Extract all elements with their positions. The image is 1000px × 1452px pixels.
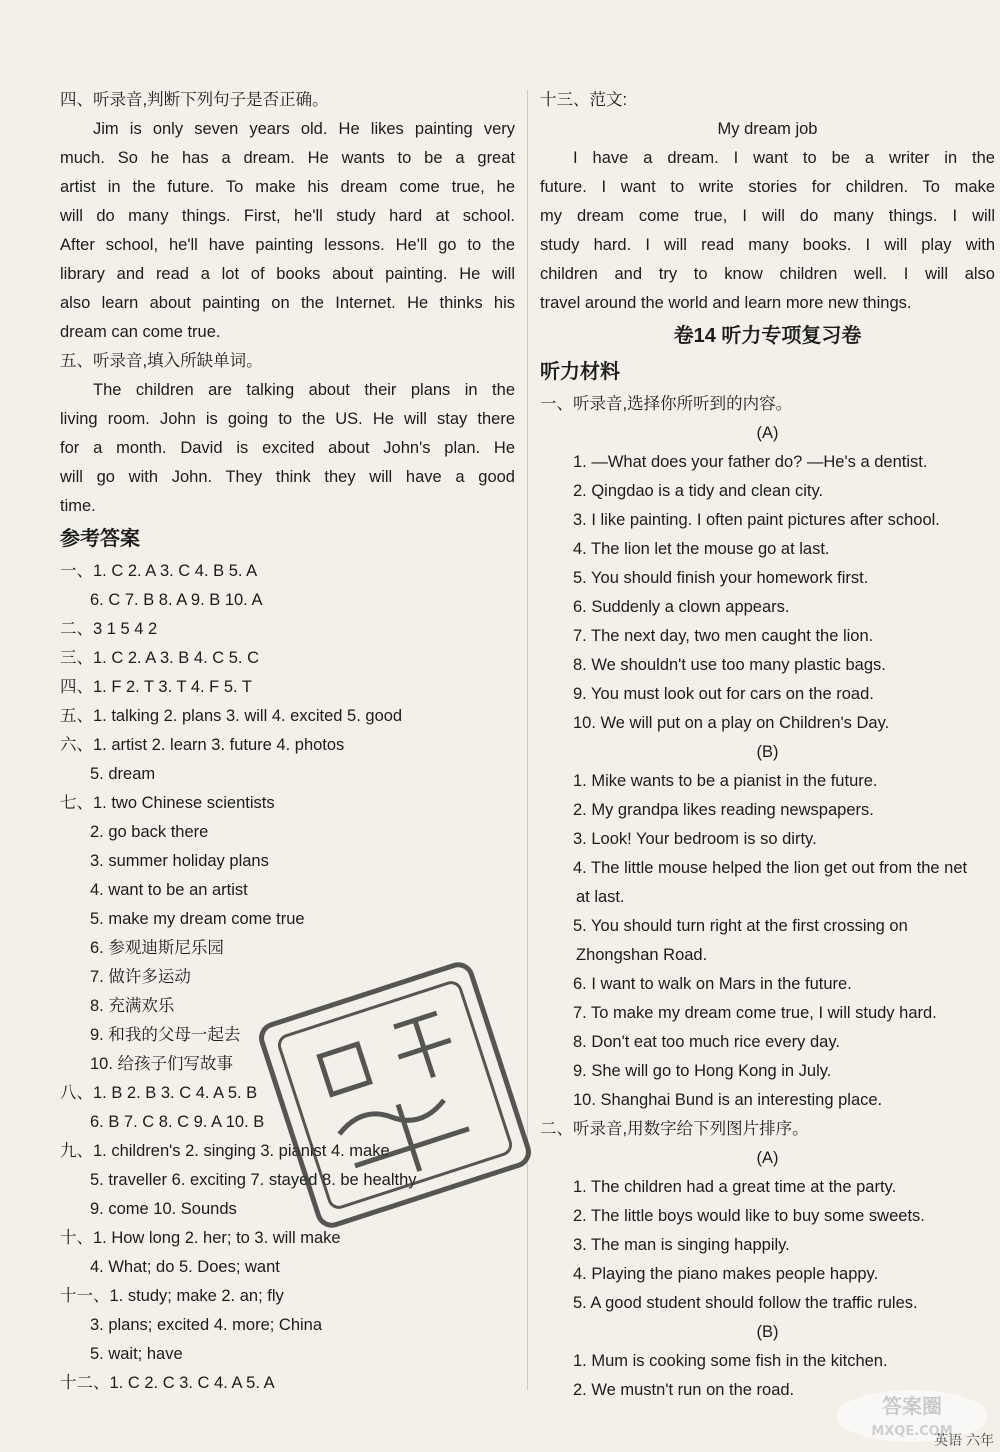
passage-line: living room. John is going to the US. He will stay there xyxy=(60,410,515,428)
answer-line: 4. What; do 5. Does; want xyxy=(90,1258,280,1276)
list-item: 4. The lion let the mouse go at last. xyxy=(573,540,830,558)
list-item: 10. Shanghai Bund is an interesting place. xyxy=(573,1091,883,1109)
list-item: 3. Look! Your bedroom is so dirty. xyxy=(573,830,817,848)
question-2-part-a-label: (A) xyxy=(756,1149,779,1167)
passage-line: will go with John. They think they will have a good xyxy=(60,468,515,486)
passage-line: dream can come true. xyxy=(60,323,221,341)
essay-title: My dream job xyxy=(717,120,818,138)
answer-line: 3. summer holiday plans xyxy=(90,852,269,870)
list-item: 7. To make my dream come true, I will study hard. xyxy=(573,1004,937,1022)
list-item: 2. Qingdao is a tidy and clean city. xyxy=(573,482,824,500)
list-item: 10. We will put on a play on Children's Day. xyxy=(573,714,890,732)
answer-line: 二、3 1 5 4 2 xyxy=(60,620,158,638)
answer-line: 5. make my dream come true xyxy=(90,910,305,928)
essay-line: study hard. I will read many books. I will play with xyxy=(540,236,995,254)
answer-line: 9. come 10. Sounds xyxy=(90,1200,237,1218)
answer-line: 四、1. F 2. T 3. T 4. F 5. T xyxy=(60,678,252,696)
answer-line: 6. B 7. C 8. C 9. A 10. B xyxy=(90,1113,265,1131)
list-item: 8. Don't eat too much rice every day. xyxy=(573,1033,840,1051)
answer-line: 八、1. B 2. B 3. C 4. A 5. B xyxy=(60,1084,258,1102)
list-item: 2. We mustn't run on the road. xyxy=(573,1381,795,1399)
list-item: 2. My grandpa likes reading newspapers. xyxy=(573,801,874,819)
svg-text:MXQE.COM: MXQE.COM xyxy=(871,1424,953,1439)
answer-line: 3. plans; excited 4. more; China xyxy=(90,1316,323,1334)
answer-line: 5. wait; have xyxy=(90,1345,183,1363)
paper-title: 卷14 听力专项复习卷 xyxy=(673,325,862,347)
answer-line: 2. go back there xyxy=(90,823,209,841)
answer-line: 五、1. talking 2. plans 3. will 4. excited 5. good xyxy=(60,707,403,725)
answer-line: 8. 充满欢乐 xyxy=(90,997,175,1015)
list-item: 9. She will go to Hong Kong in July. xyxy=(573,1062,832,1080)
list-item: 1. Mum is cooking some fish in the kitchen. xyxy=(573,1352,888,1370)
passage-line: library and read a lot of books about painting. He will xyxy=(60,265,515,283)
answers-heading: 参考答案 xyxy=(60,528,140,550)
passage-line: for a month. David is excited about John's plan. He xyxy=(60,439,515,457)
answer-line: 5. dream xyxy=(90,765,156,783)
materials-heading: 听力材料 xyxy=(540,361,620,383)
question-2-part-b-label: (B) xyxy=(756,1323,779,1341)
list-item: 6. I want to walk on Mars in the future. xyxy=(573,975,852,993)
answer-line: 六、1. artist 2. learn 3. future 4. photos xyxy=(60,736,345,754)
answer-line: 九、1. children's 2. singing 3. pianist 4. make xyxy=(60,1142,390,1160)
question-1-part-b-label: (B) xyxy=(756,743,779,761)
section-13-title: 十三、范文: xyxy=(540,91,628,109)
list-item: 1. Mike wants to be a pianist in the future. xyxy=(573,772,878,790)
answer-line: 6. C 7. B 8. A 9. B 10. A xyxy=(90,591,263,609)
list-item: 3. I like painting. I often paint pictures after school. xyxy=(573,511,940,529)
passage-line: Jim is only seven years old. He likes painting very xyxy=(93,120,515,138)
answer-line: 6. 参观迪斯尼乐园 xyxy=(90,939,224,957)
list-item: 3. The man is singing happily. xyxy=(573,1236,790,1254)
answer-line: 十一、1. study; make 2. an; fly xyxy=(60,1287,284,1305)
question-2-title: 二、听录音,用数字给下列图片排序。 xyxy=(540,1120,809,1138)
passage-line: will do many things. First, he'll study hard at school. xyxy=(60,207,515,225)
list-item: 5. A good student should follow the traffic rules. xyxy=(573,1294,918,1312)
question-1-part-b-list xyxy=(540,767,995,1115)
essay-line: future. I want to write stories for children. To make xyxy=(540,178,995,196)
answer-line: 4. want to be an artist xyxy=(90,881,248,899)
passage-line: much. So he has a dream. He wants to be a great xyxy=(60,149,515,167)
list-item: 4. Playing the piano makes people happy. xyxy=(573,1265,879,1283)
essay-body xyxy=(540,144,995,318)
list-item: 1. —What does your father do? —He's a dentist. xyxy=(573,453,928,471)
right-column xyxy=(540,86,995,1405)
svg-text:答案圈: 答案圈 xyxy=(882,1394,942,1418)
essay-line: travel around the world and learn more new things. xyxy=(540,294,912,312)
question-1-title: 一、听录音,选择你所听到的内容。 xyxy=(540,395,793,413)
answer-line: 5. traveller 6. exciting 7. stayed 8. be healthy xyxy=(90,1171,417,1189)
answer-line: 七、1. two Chinese scientists xyxy=(60,794,275,812)
section-4-passage xyxy=(60,115,515,347)
page-footer: 英语 六年 xyxy=(934,1432,994,1448)
list-item: 8. We shouldn't use too many plastic bags. xyxy=(573,656,886,674)
list-item: 4. The little mouse helped the lion get out from the net xyxy=(573,859,968,877)
answer-line: 十、1. How long 2. her; to 3. will make xyxy=(60,1229,341,1247)
answer-line: 7. 做许多运动 xyxy=(90,968,191,986)
passage-line: time. xyxy=(60,497,96,515)
question-2-part-a-list xyxy=(540,1173,995,1318)
list-item: 5. You should finish your homework first. xyxy=(573,569,869,587)
stamp-seal xyxy=(245,945,545,1245)
passage-line: also learn about painting on the Internet. He thinks his xyxy=(60,294,515,312)
question-1-part-a-label: (A) xyxy=(756,424,779,442)
list-item: 7. The next day, two men caught the lion. xyxy=(573,627,874,645)
passage-line: The children are talking about their plans in the xyxy=(93,381,515,399)
list-item: 2. The little boys would like to buy some sweets. xyxy=(573,1207,925,1225)
list-item: 9. You must look out for cars on the road. xyxy=(573,685,874,703)
list-item: at last. xyxy=(576,888,625,906)
list-item: Zhongshan Road. xyxy=(576,946,708,964)
list-item: 1. The children had a great time at the party. xyxy=(573,1178,897,1196)
passage-line: After school, he'll have painting lessons. He'll go to the xyxy=(60,236,515,254)
list-item: 5. You should turn right at the first crossing on xyxy=(573,917,908,935)
section-5-passage xyxy=(60,376,515,521)
essay-line: children and try to know children well. I will also xyxy=(540,265,995,283)
answer-line: 一、1. C 2. A 3. C 4. B 5. A xyxy=(60,562,258,580)
list-item: 6. Suddenly a clown appears. xyxy=(573,598,790,616)
answer-line: 三、1. C 2. A 3. B 4. C 5. C xyxy=(60,649,259,667)
question-1-part-a-list xyxy=(540,448,995,738)
answer-line: 十二、1. C 2. C 3. C 4. A 5. A xyxy=(60,1374,275,1392)
section-4-title: 四、听录音,判断下列句子是否正确。 xyxy=(60,91,329,109)
essay-line: I have a dream. I want to be a writer in the xyxy=(573,149,995,167)
answer-line: 10. 给孩子们写故事 xyxy=(90,1055,234,1073)
passage-line: artist in the future. To make his dream come true, he xyxy=(60,178,515,196)
section-5-title: 五、听录音,填入所缺单词。 xyxy=(60,352,263,370)
answer-line: 9. 和我的父母一起去 xyxy=(90,1026,241,1044)
essay-line: my dream come true, I will do many things. I will xyxy=(540,207,995,225)
